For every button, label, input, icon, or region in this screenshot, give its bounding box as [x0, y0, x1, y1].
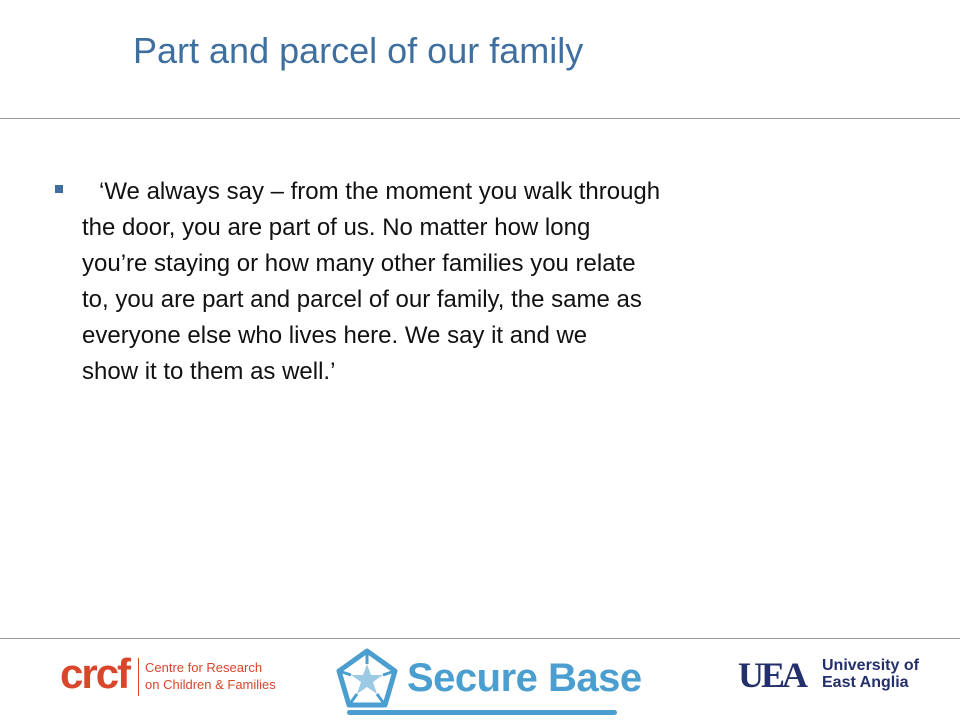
uea-line-1: University of: [822, 657, 919, 674]
uea-wordmark: UEA: [738, 655, 806, 695]
slide-title: Part and parcel of our family: [133, 30, 584, 71]
bottom-divider: [0, 638, 960, 639]
crcf-wordmark: crcf: [60, 650, 130, 697]
bullet-square-icon: [55, 185, 63, 193]
uea-line-2: East Anglia: [822, 674, 909, 691]
uea-full-name: [822, 657, 919, 691]
quote-line: everyone else who lives here. We say it and we: [82, 322, 588, 349]
quote-line: you’re staying or how many other families you relate: [82, 250, 636, 277]
quote-line: to, you are part and parcel of our family, the same as: [82, 286, 642, 313]
crcf-line-1: Centre for Research: [145, 660, 263, 675]
top-divider: [0, 118, 960, 119]
crcf-line-2: on Children & Families: [145, 677, 276, 692]
crcf-full-name: [145, 659, 276, 693]
quote-line: show it to them as well.’: [82, 358, 336, 385]
quote-line: ‘We always say – from the moment you walk through: [99, 178, 661, 205]
crcf-separator: [138, 658, 139, 696]
secure-base-wordmark: Secure Base: [407, 656, 642, 700]
secure-base-underline: [347, 710, 617, 715]
pentagon-star-icon: [335, 648, 399, 710]
quote-line: the door, you are part of us. No matter how long: [82, 214, 591, 241]
